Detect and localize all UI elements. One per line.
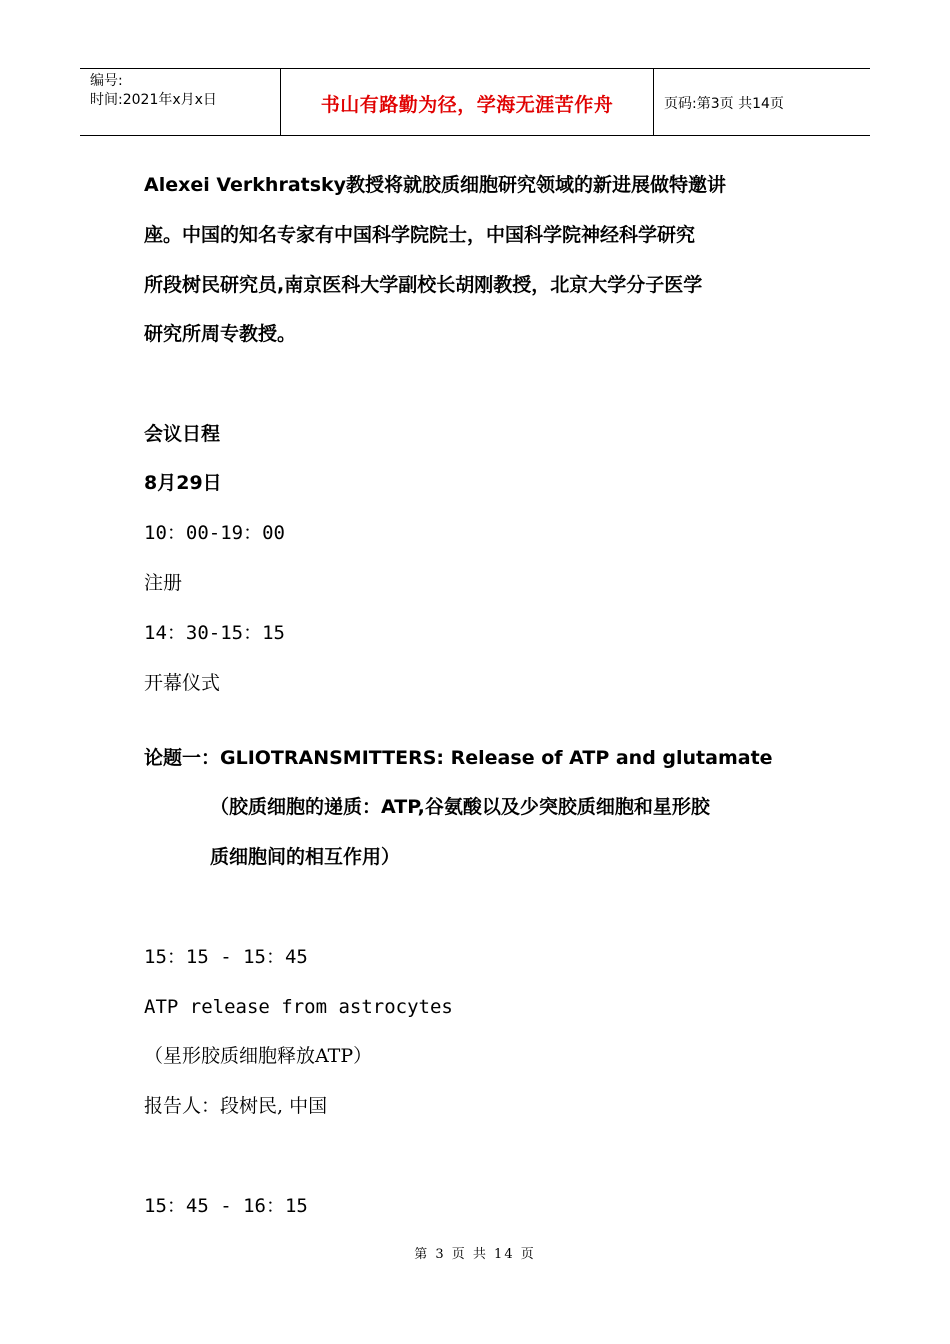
topic-subtitle-line-1: （胶质细胞的递质：ATP,谷氨酸以及少突胶质细胞和星形胶 (210, 796, 710, 818)
topic-line-1: 论题一：GLIOTRANSMITTERS: Release of ATP and glutamate (144, 747, 773, 769)
schedule-date: 8月29日 (144, 472, 222, 494)
talk-title-cn: （星形胶质细胞释放ATP） (144, 1045, 373, 1067)
header-middle-cell (281, 69, 654, 135)
topic-subtitle-line-2: 质细胞间的相互作用） (210, 846, 401, 868)
talk-time: 15：45 - 16：15 (144, 1195, 308, 1217)
header-motto: 书山有路勤为径，学海无涯苦作舟 (320, 94, 614, 116)
schedule-item-time: 10：00-19：00 (144, 522, 285, 544)
header-page-info: 页码:第3页 共14页 (664, 96, 784, 112)
talk-time: 15：15 - 15：45 (144, 946, 308, 968)
header-right-cell (654, 69, 870, 135)
page-header (80, 68, 870, 136)
topic-heading (144, 745, 773, 771)
intro-line-4: 研究所周专教授。 (144, 323, 297, 345)
schedule-item-time: 14：30-15：15 (144, 622, 285, 644)
document-time-label: 时间:2021年x月x日 (90, 92, 217, 108)
page-footer: 第 3 页 共 14 页 (414, 1247, 536, 1262)
intro-line-2: 座。中国的知名专家有中国科学院院士，中国科学院神经科学研究 (144, 224, 696, 246)
header-left-cell (80, 69, 281, 135)
intro-line-1: Alexei Verkhratsky教授将就胶质细胞研究领域的新进展做特邀讲 (144, 174, 727, 196)
document-number-label: 编号: (90, 73, 123, 89)
schedule-title: 会议日程 (144, 423, 221, 445)
intro-line-3: 所段树民研究员,南京医科大学副校长胡刚教授，北京大学分子医学 (144, 274, 703, 296)
talk-title-en: ATP release from astrocytes (144, 996, 453, 1018)
schedule-item-label: 开幕仪式 (144, 672, 221, 694)
talk-speaker: 报告人：段树民, 中国 (144, 1095, 328, 1117)
schedule-item-label: 注册 (144, 572, 183, 594)
